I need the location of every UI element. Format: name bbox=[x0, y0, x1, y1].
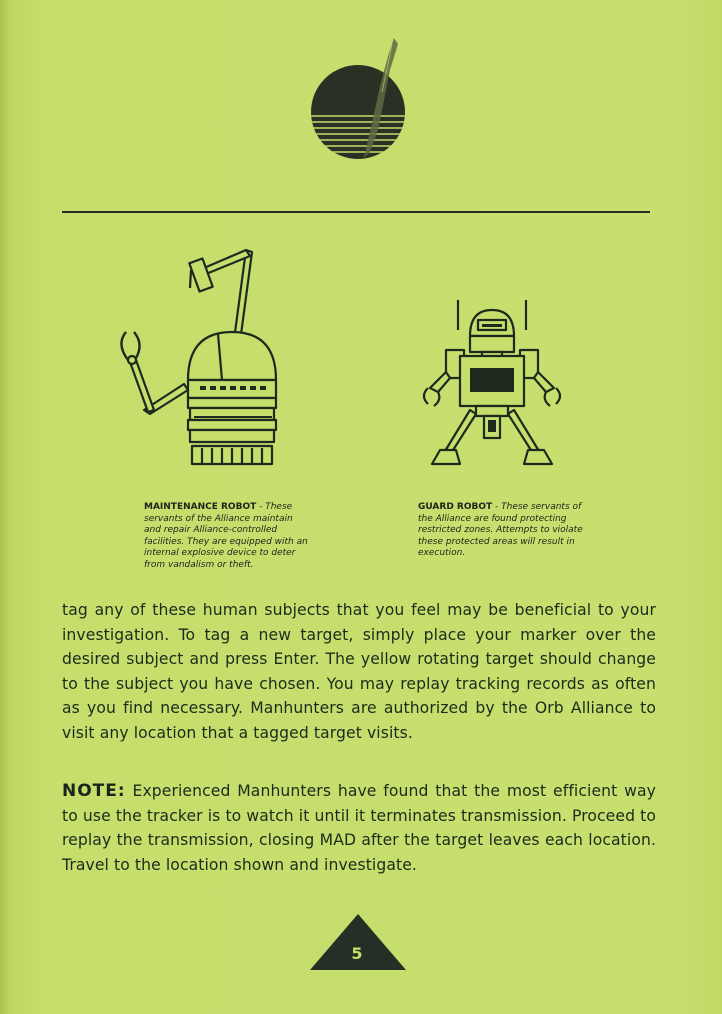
maintenance-robot-description: - These servants of the Alliance maintain and repair Alliance-controlled facilities. They are equipped with an internal explosive device to deter from vandalism or theft. bbox=[144, 502, 308, 570]
page-number: 5 bbox=[351, 944, 363, 963]
guard-robot-title: GUARD ROBOT bbox=[418, 502, 493, 512]
maintenance-robot-title: MAINTENANCE ROBOT bbox=[144, 502, 257, 512]
note-paragraph bbox=[62, 779, 656, 877]
maintenance-robot-caption bbox=[144, 502, 312, 571]
guard-robot-illustration bbox=[418, 296, 564, 468]
horizontal-rule bbox=[62, 211, 650, 213]
note-text: Experienced Manhunters have found that the most efficient way to use the tracker is to watch it until it terminates transmission. Proceed to replay the transmission, closing MAD after the target leaves each location. Travel to the location shown and investigate. bbox=[62, 782, 656, 874]
orb-logo-icon bbox=[308, 30, 418, 180]
note-label: NOTE: bbox=[62, 781, 126, 801]
guard-robot-caption bbox=[418, 502, 590, 560]
guard-robot-description: - These servants of the Alliance are found protecting restricted zones. Attempts to violate these protected areas will result in execution. bbox=[418, 502, 583, 558]
body-paragraph: tag any of these human subjects that you feel may be beneficial to your investigation. To tag a new target, simply place your marker over the desired subject and press Enter. The yellow rotating target should change to the subject you have chosen. You may replay tracking records as often as you find necessary. Manhunters are authorized by the Orb Alliance to visit any location that a tagged target visits. bbox=[62, 601, 656, 742]
maintenance-robot-illustration bbox=[108, 232, 278, 472]
page-number-triangle-icon bbox=[308, 912, 408, 972]
